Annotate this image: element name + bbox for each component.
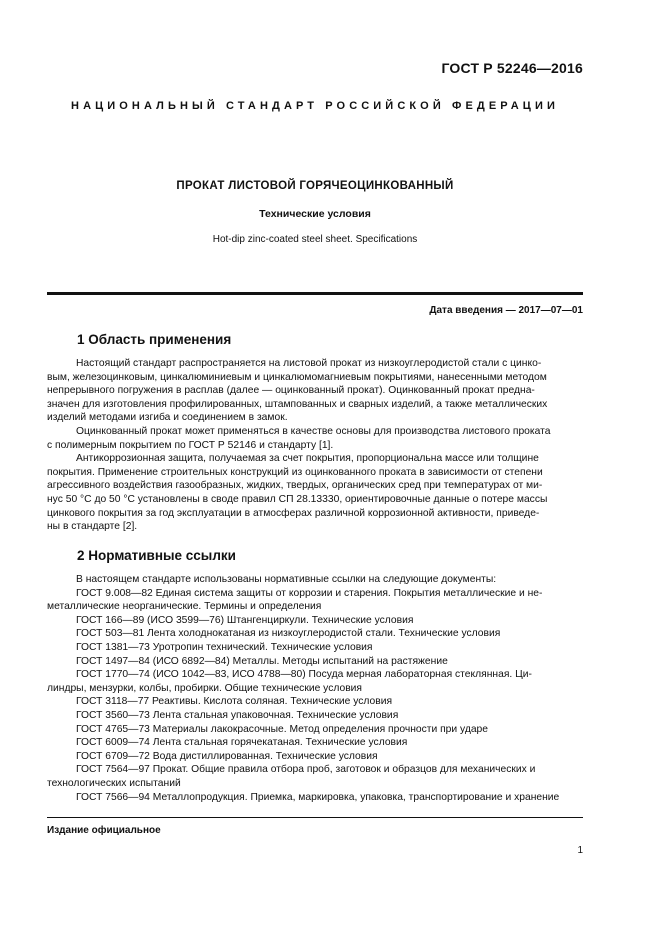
text-line: изделий методами изгиба и соединением в замок. — [47, 412, 288, 424]
edition-label: Издание официальное — [47, 825, 161, 836]
section-1-body — [47, 357, 583, 534]
paragraph — [47, 668, 583, 695]
text-line: ГОСТ 503—81 Лента холоднокатаная из низкоуглеродистой стали. Технические условия — [76, 628, 501, 640]
paragraph — [47, 723, 583, 737]
text-line: технологических испытаний — [47, 777, 181, 789]
text-line: ГОСТ 6009—74 Лента стальная горячекатаная. Технические условия — [76, 737, 408, 749]
text-line: ГОСТ 7564—97 Прокат. Общие правила отбора проб, заготовок и образцов для механических и — [76, 764, 536, 776]
paragraph — [47, 587, 583, 614]
text-line: ГОСТ 3118—77 Реактивы. Кислота соляная. Технические условия — [76, 696, 393, 708]
text-line: ГОСТ 166—89 (ИСО 3599—76) Штангенциркули. Технические условия — [76, 614, 414, 626]
paragraph — [47, 695, 583, 709]
paragraph — [47, 709, 583, 723]
text-line: ГОСТ 1497—84 (ИСО 6892—84) Металлы. Методы испытаний на растяжение — [76, 655, 448, 667]
text-line: ГОСТ 6709—72 Вода дистиллированная. Технические условия — [76, 750, 378, 762]
page-number: 1 — [577, 845, 583, 856]
text-line: агрессивного воздействия газообразных, жидких, твердых, органических сред при температурах от ми- — [47, 480, 543, 492]
text-line: покрытия. Применение строительных конструкций из оцинкованного проката в зависимости от степени — [47, 466, 543, 478]
paragraph — [47, 614, 583, 628]
text-line: В настоящем стандарте использованы нормативные ссылки на следующие документы: — [76, 574, 497, 585]
introduction-date: Дата введения — 2017—07—01 — [429, 305, 583, 316]
title-divider — [47, 292, 583, 295]
document-title: ПРОКАТ ЛИСТОВОЙ ГОРЯЧЕОЦИНКОВАННЫЙ — [176, 180, 454, 192]
text-line: цинкового покрытия за год эксплуатации в атмосферах различной коррозионной активности, приведе- — [47, 507, 540, 519]
text-line: ГОСТ 1381—73 Уротропин технический. Технические условия — [76, 641, 373, 653]
document-code: ГОСТ Р 52246—2016 — [441, 60, 583, 76]
text-line: непрерывного погружения в расплав (далее — оцинкованный прокат). Оцинкованный прокат предна- — [47, 385, 535, 397]
paragraph — [47, 641, 583, 655]
section-2-body — [47, 573, 583, 804]
paragraph — [47, 763, 583, 790]
text-line: Оцинкованный прокат может применяться в качестве основы для производства листового проката — [76, 425, 551, 437]
paragraph — [47, 573, 583, 587]
text-line: ГОСТ 9.008—82 Единая система защиты от коррозии и старения. Покрытия металлические и не- — [76, 587, 543, 599]
english-title: Hot-dip zinc-coated steel sheet. Specifications — [212, 234, 418, 245]
text-line: значен для изготовления профилированных, штампованных и сварных изделий, а также металлических — [47, 398, 548, 410]
text-line: с полимерным покрытием по ГОСТ Р 52146 и стандарту [1]. — [47, 439, 334, 451]
paragraph — [47, 750, 583, 764]
paragraph — [47, 655, 583, 669]
paragraph — [47, 791, 583, 805]
national-standard-banner: НАЦИОНАЛЬНЫЙ СТАНДАРТ РОССИЙСКОЙ ФЕДЕРАЦИИ — [71, 100, 559, 112]
paragraph — [47, 627, 583, 641]
text-line: нус 50 °С до 50 °С установлены в своде правил СП 28.13330, ориентировочные данные о потере массы — [47, 493, 548, 505]
text-line: Настоящий стандарт распространяется на листовой прокат из низкоуглеродистой стали с цинко- — [76, 358, 542, 369]
paragraph — [47, 736, 583, 750]
text-line: Антикоррозионная защита, получаемая за счет покрытия, пропорциональна массе или толщине — [76, 453, 539, 465]
text-line: ГОСТ 7566—94 Металлопродукция. Приемка, маркировка, упаковка, транспортирование и хранение — [76, 791, 560, 803]
text-line: линдры, мензурки, колбы, пробирки. Общие технические условия — [47, 682, 362, 694]
paragraph — [47, 357, 583, 425]
paragraph — [47, 425, 583, 452]
text-line: металлические неорганические. Термины и определения — [47, 601, 322, 613]
document-subtitle: Технические условия — [259, 208, 371, 220]
section-1-heading: 1 Область применения — [77, 332, 232, 347]
text-line: ны в стандарте [2]. — [47, 521, 138, 533]
text-line: ГОСТ 4765—73 Материалы лакокрасочные. Метод определения прочности при ударе — [76, 723, 489, 735]
text-line: вым, железоцинковым, цинкалюминиевым и цинкалюмомагниевым покрытиями, нанесенными методом — [47, 371, 547, 383]
footer-divider — [47, 817, 583, 818]
paragraph — [47, 452, 583, 534]
section-2-heading: 2 Нормативные ссылки — [77, 548, 236, 563]
text-line: ГОСТ 3560—73 Лента стальная упаковочная. Технические условия — [76, 709, 399, 721]
text-line: ГОСТ 1770—74 (ИСО 1042—83, ИСО 4788—80) Посуда мерная лабораторная стеклянная. Ци- — [76, 669, 532, 681]
